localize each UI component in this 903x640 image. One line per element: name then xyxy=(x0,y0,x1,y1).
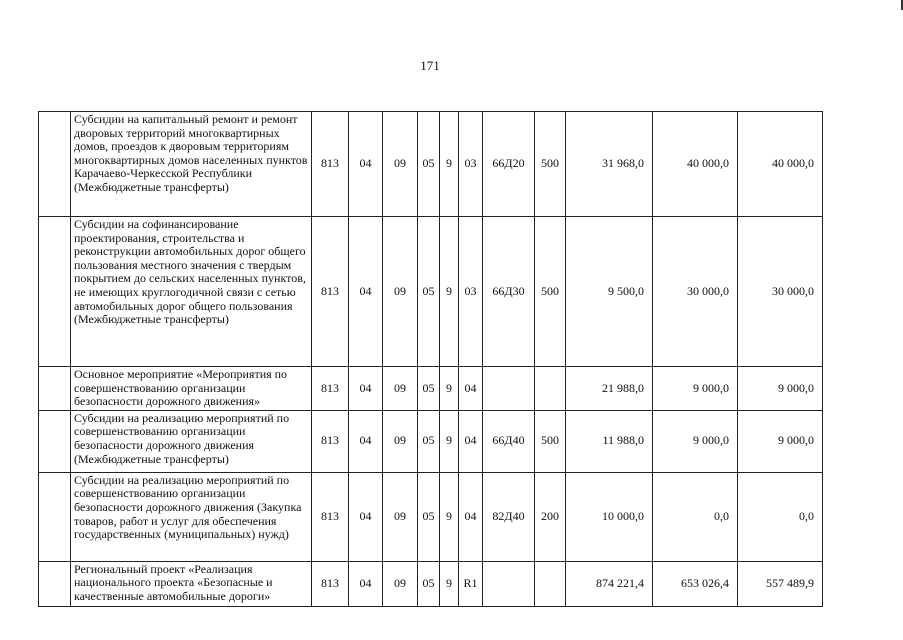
cell-main-event: 04 xyxy=(459,367,483,411)
cell-amount-year2: 0,0 xyxy=(653,472,738,561)
cell-subsection: 09 xyxy=(383,112,418,217)
cell-amount-year3: 9 000,0 xyxy=(738,410,823,472)
table-row xyxy=(39,561,823,606)
cell-name: Субсидии на реализацию мероприятий по совершенствованию организации безопасности дорожного движения (Межбюджетные трансферты) xyxy=(71,410,312,472)
cell-amount-year3: 557 489,9 xyxy=(738,561,823,606)
cell-amount-year2: 9 000,0 xyxy=(653,367,738,411)
table-row xyxy=(39,472,823,561)
cell-section: 04 xyxy=(349,367,383,411)
table-row xyxy=(39,217,823,367)
cell-grbs: 813 xyxy=(312,217,349,367)
cell-subsection: 09 xyxy=(383,472,418,561)
cell-direction xyxy=(483,367,535,411)
cell-subsection: 09 xyxy=(383,217,418,367)
cell-blank xyxy=(39,367,71,411)
budget-table xyxy=(38,111,823,607)
cell-program: 05 xyxy=(418,217,440,367)
cell-expense-type: 500 xyxy=(535,217,566,367)
cell-main-event: 03 xyxy=(459,112,483,217)
cell-name: Субсидии на софинансирование проектирования, строительства и реконструкции автомобильных дорог общего пользования местного значения с твердым покрытием до сельских населенных пунктов, не имеющих круглогодичной связи с сетью автомобильных дорог общего пользования (Межбюджетные трансферты) xyxy=(71,217,312,367)
cell-section: 04 xyxy=(349,410,383,472)
cell-subprogram: 9 xyxy=(440,112,459,217)
cell-grbs: 813 xyxy=(312,472,349,561)
cell-amount-year3: 40 000,0 xyxy=(738,112,823,217)
cell-name: Региональный проект «Реализация национального проекта «Безопасные и качественные автомобильные дороги» xyxy=(71,561,312,606)
cell-name: Основное мероприятие «Мероприятия по совершенствованию организации безопасности дорожного движения» xyxy=(71,367,312,411)
cell-main-event: 04 xyxy=(459,472,483,561)
cell-subprogram: 9 xyxy=(440,367,459,411)
cell-amount-year3: 0,0 xyxy=(738,472,823,561)
cell-grbs: 813 xyxy=(312,561,349,606)
cell-direction: 66Д40 xyxy=(483,410,535,472)
cell-direction xyxy=(483,561,535,606)
cell-blank xyxy=(39,410,71,472)
cell-amount-year2: 653 026,4 xyxy=(653,561,738,606)
cell-section: 04 xyxy=(349,561,383,606)
cell-program: 05 xyxy=(418,367,440,411)
cell-main-event: R1 xyxy=(459,561,483,606)
cell-direction: 82Д40 xyxy=(483,472,535,561)
cell-amount-year3: 9 000,0 xyxy=(738,367,823,411)
cell-amount-year1: 874 221,4 xyxy=(566,561,653,606)
cell-amount-year2: 9 000,0 xyxy=(653,410,738,472)
cell-amount-year2: 40 000,0 xyxy=(653,112,738,217)
cell-subsection: 09 xyxy=(383,410,418,472)
cell-program: 05 xyxy=(418,410,440,472)
cell-expense-type: 500 xyxy=(535,112,566,217)
cell-expense-type: 500 xyxy=(535,410,566,472)
page-number: 171 xyxy=(420,58,440,73)
cell-amount-year1: 21 988,0 xyxy=(566,367,653,411)
cell-section: 04 xyxy=(349,217,383,367)
table-row xyxy=(39,112,823,217)
cell-main-event: 04 xyxy=(459,410,483,472)
cell-program: 05 xyxy=(418,472,440,561)
cell-blank xyxy=(39,217,71,367)
cell-expense-type xyxy=(535,561,566,606)
cell-amount-year2: 30 000,0 xyxy=(653,217,738,367)
cell-main-event: 03 xyxy=(459,217,483,367)
cell-name: Субсидии на капитальный ремонт и ремонт дворовых территорий многоквартирных домов, проездов к дворовым территориям многоквартирных домов населенных пунктов Карачаево-Черкесской Республики (Межбюджетные трансферты) xyxy=(71,112,312,217)
cell-program: 05 xyxy=(418,561,440,606)
table-row xyxy=(39,367,823,411)
cell-section: 04 xyxy=(349,472,383,561)
cell-grbs: 813 xyxy=(312,367,349,411)
cell-subprogram: 9 xyxy=(440,561,459,606)
cell-direction: 66Д20 xyxy=(483,112,535,217)
cell-amount-year1: 9 500,0 xyxy=(566,217,653,367)
cell-amount-year3: 30 000,0 xyxy=(738,217,823,367)
cell-subsection: 09 xyxy=(383,561,418,606)
cell-subprogram: 9 xyxy=(440,410,459,472)
table-row xyxy=(39,410,823,472)
cell-grbs: 813 xyxy=(312,410,349,472)
cell-expense-type: 200 xyxy=(535,472,566,561)
cell-subsection: 09 xyxy=(383,367,418,411)
cell-blank xyxy=(39,472,71,561)
cell-blank xyxy=(39,561,71,606)
cell-blank xyxy=(39,112,71,217)
cell-section: 04 xyxy=(349,112,383,217)
cell-subprogram: 9 xyxy=(440,472,459,561)
cell-name: Субсидии на реализацию мероприятий по совершенствованию организации безопасности дорожного движения (Закупка товаров, работ и услуг для обеспечения государственных (муниципальных) нужд) xyxy=(71,472,312,561)
cell-amount-year1: 11 988,0 xyxy=(566,410,653,472)
cell-direction: 66Д30 xyxy=(483,217,535,367)
cell-expense-type xyxy=(535,367,566,411)
cell-amount-year1: 31 968,0 xyxy=(566,112,653,217)
cell-amount-year1: 10 000,0 xyxy=(566,472,653,561)
cell-subprogram: 9 xyxy=(440,217,459,367)
cell-grbs: 813 xyxy=(312,112,349,217)
cell-program: 05 xyxy=(418,112,440,217)
